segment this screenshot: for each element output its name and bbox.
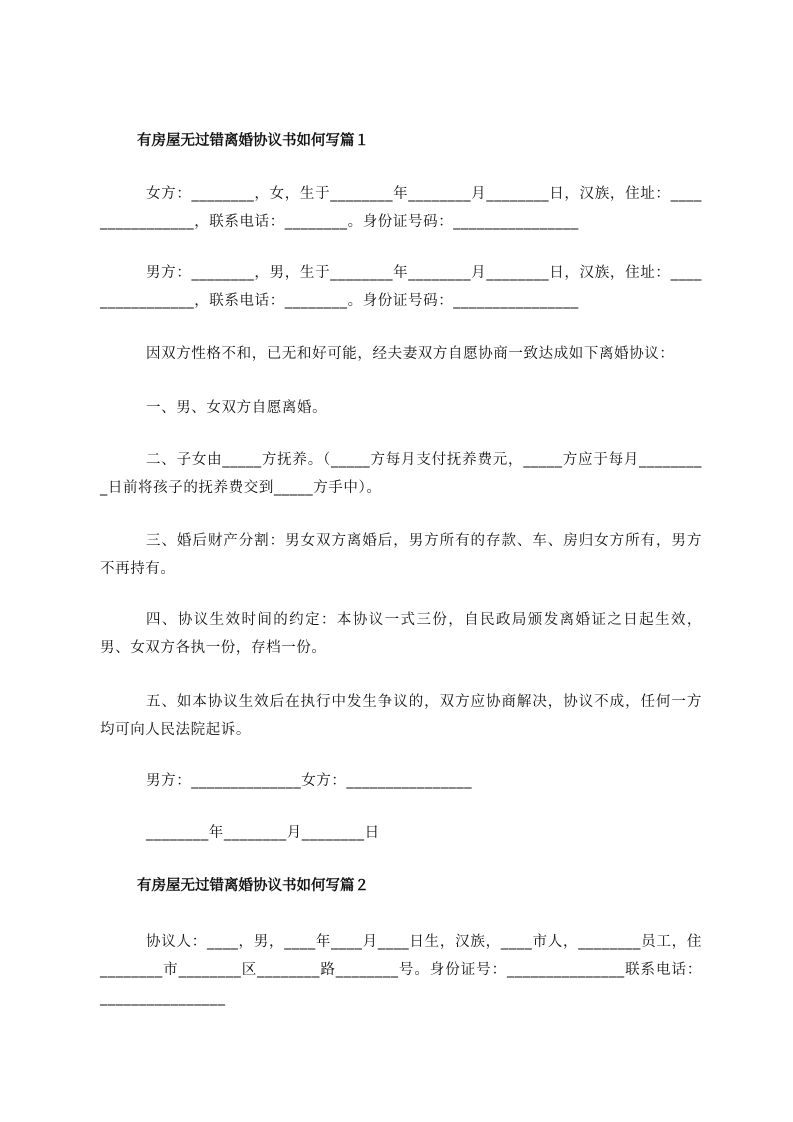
party-info: 协议人：____，男，____年____月____日生，汉族，____市人，________员工，住________市________区________路________号。身份证号：_______________联系电话：________________ (100, 934, 702, 1006)
clause-1: 一、男、女双方自愿离婚。 (146, 400, 328, 416)
date-line: ________年________月________日 (146, 825, 380, 841)
clause-3: 三、婚后财产分割：男女双方离婚后，男方所有的存款、车、房归女方所有，男方不再持有。 (100, 533, 702, 577)
male-party-info: 男方：________，男，生于________年________月________日，汉族，住址：________________，联系电话：________。身份证号码：________________ (100, 265, 702, 309)
section-heading-1: 有房屋无过错离婚协议书如何写篇１ (137, 133, 369, 149)
signature-line: 男方：______________女方：________________ (146, 773, 473, 789)
agreement-intro: 因双方性格不和，已无和好可能，经夫妻双方自愿协商一致达成如下离婚协议： (146, 346, 675, 362)
clause-2: 二、子女由_____方抚养。（_____方每月支付抚养费元，_____方应于每月_________日前将孩子的抚养费交到_____方手中）。 (100, 452, 702, 496)
clause-4: 四、协议生效时间的约定：本协议一式三份，自民政局颁发离婚证之日起生效，男、女双方各执一份，存档一份。 (100, 612, 702, 656)
clause-5: 五、如本协议生效后在执行中发生争议的，双方应协商解决，协议不成，任何一方均可向人民法院起诉。 (100, 694, 702, 738)
section-heading-2: 有房屋无过错离婚协议书如何写篇２ (137, 878, 369, 894)
female-party-info: 女方：________，女，生于________年________月________日，汉族，住址：________________，联系电话：________。身份证号码：________________ (100, 186, 702, 230)
